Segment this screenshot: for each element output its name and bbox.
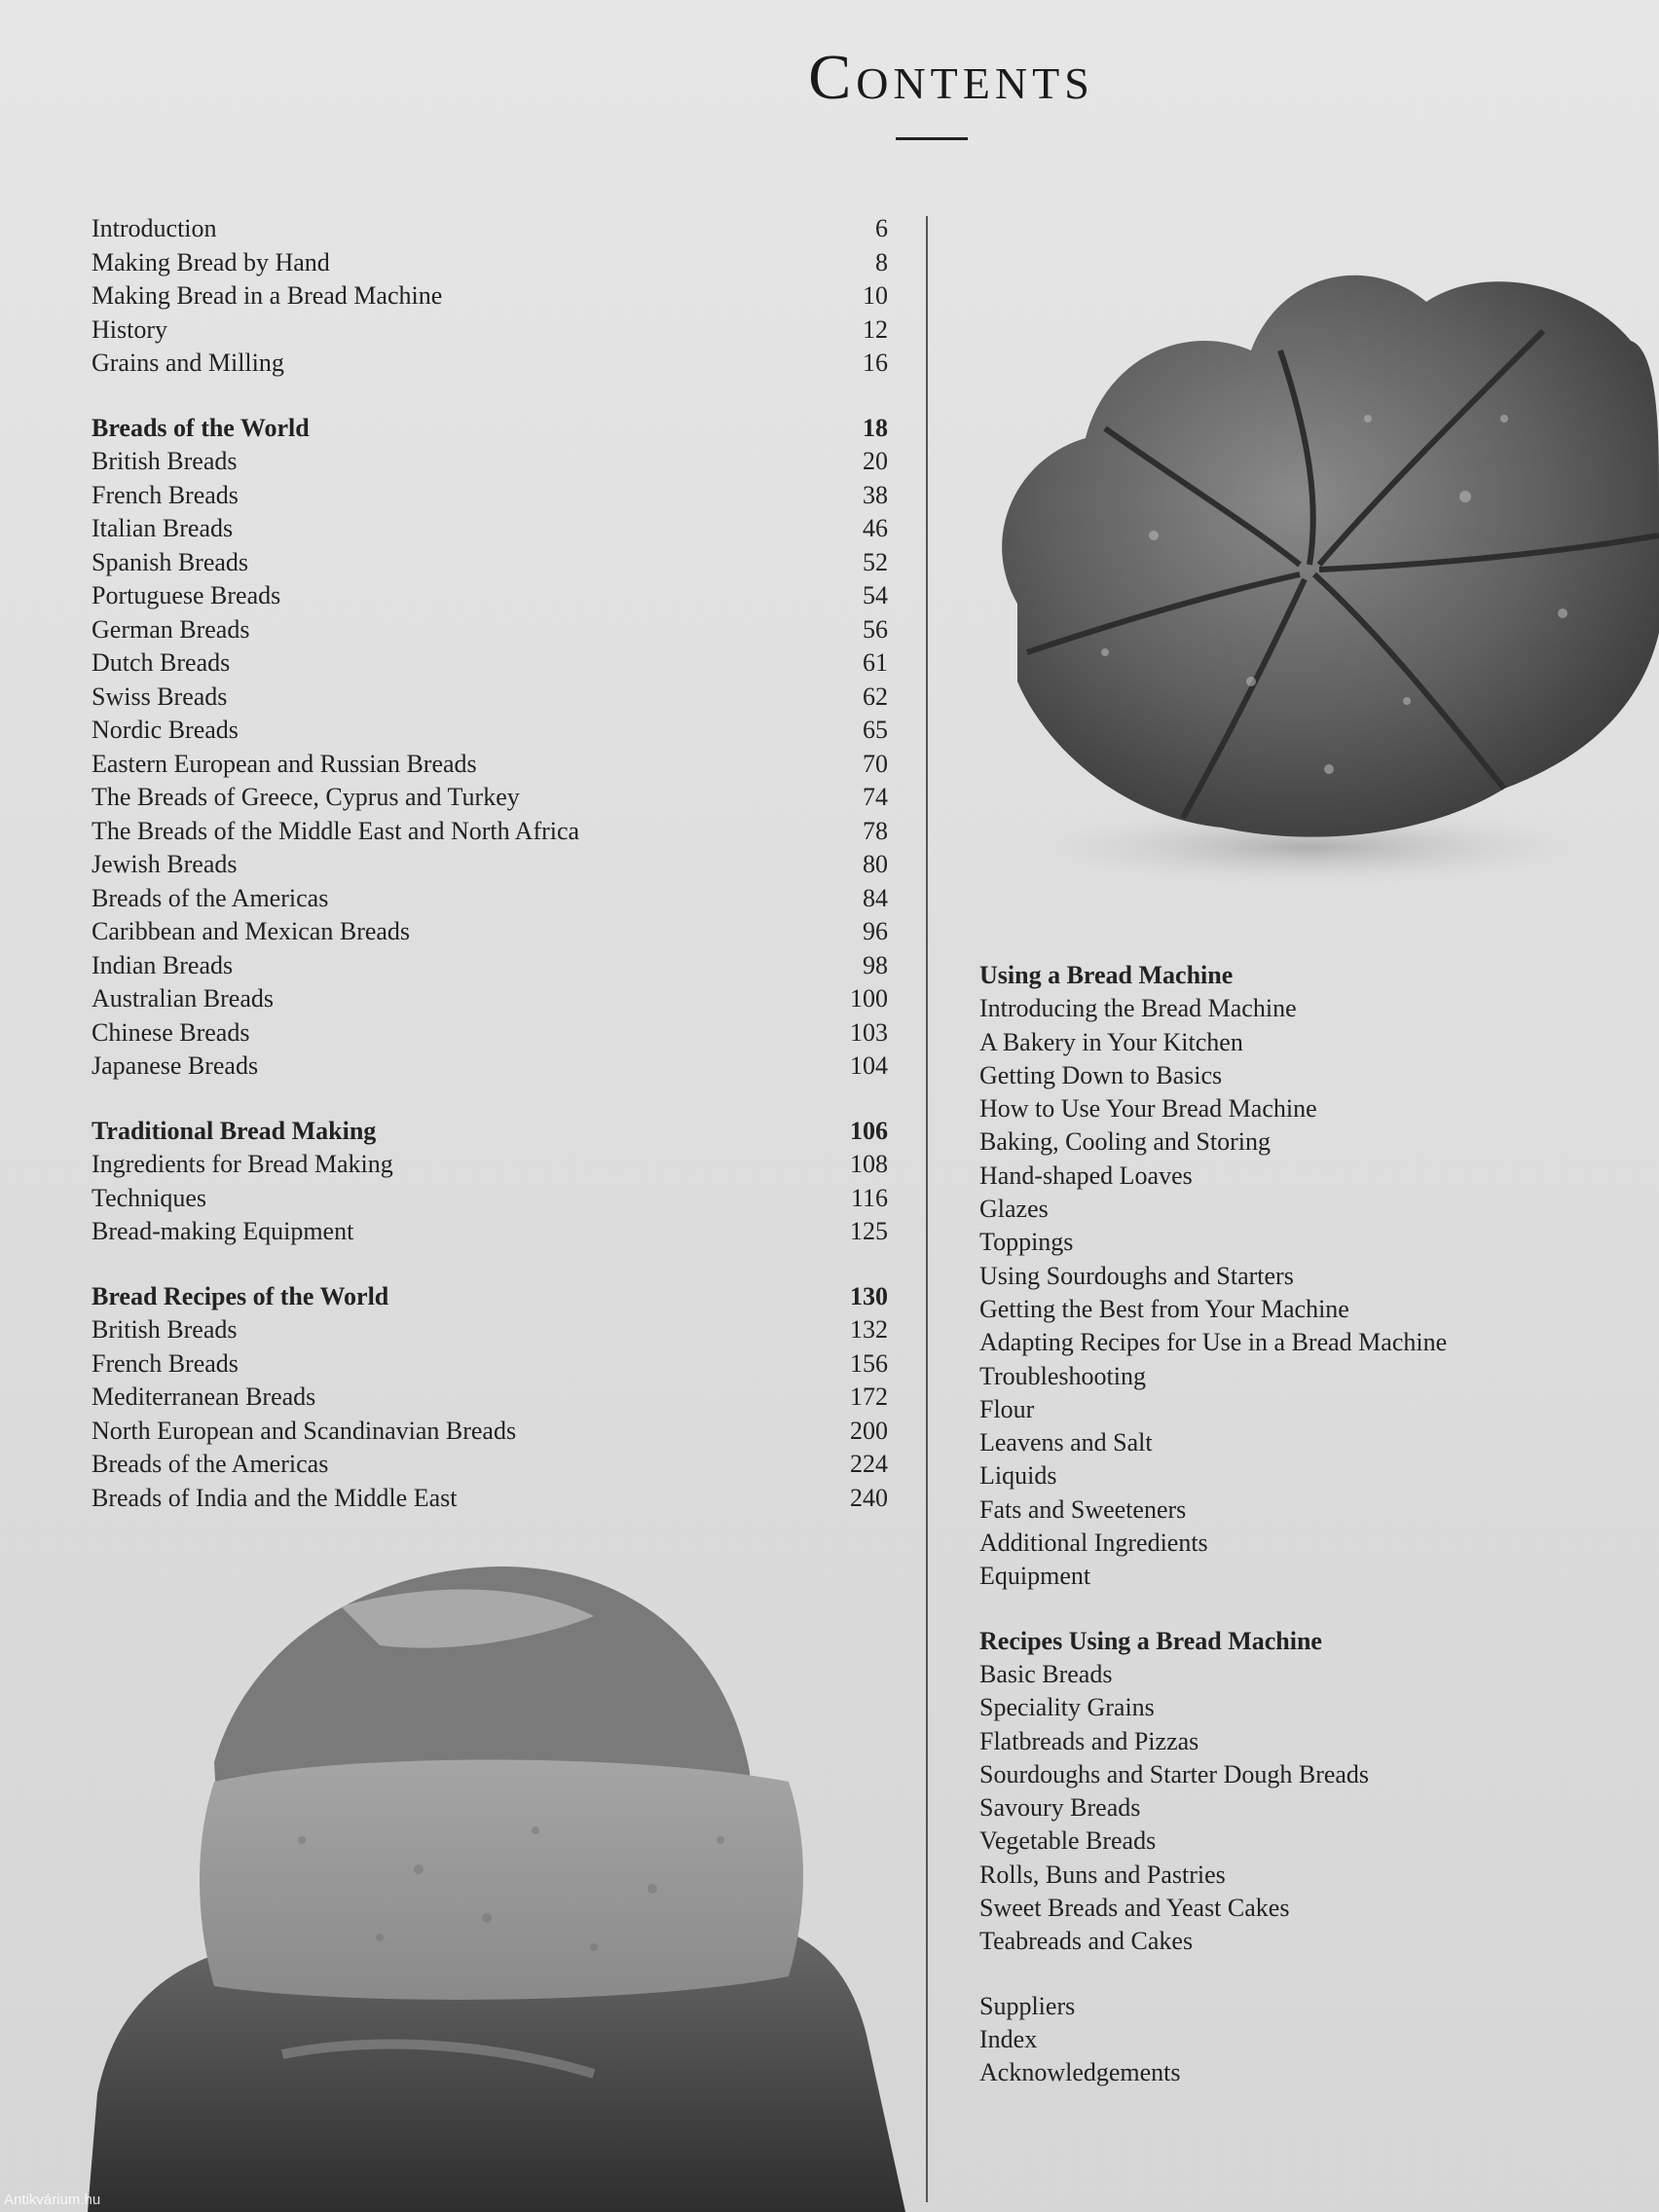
- toc-entry[interactable]: [92, 546, 888, 580]
- toc-entry-page: 61: [863, 648, 888, 677]
- toc-entry[interactable]: [92, 1182, 888, 1216]
- round-loaf-photo: [959, 243, 1659, 896]
- toc-entry[interactable]: [92, 1050, 888, 1084]
- toc-heading-label: Traditional Bread Making: [92, 1116, 377, 1145]
- toc-section-heading[interactable]: [92, 412, 888, 446]
- toc-section-intro: [92, 212, 888, 381]
- toc-entry[interactable]: Vegetable Breads: [979, 1826, 1157, 1856]
- toc-entry[interactable]: Flatbreads and Pizzas: [979, 1726, 1199, 1755]
- toc-entry[interactable]: [92, 681, 888, 715]
- toc-section-recipes-using-a-bread-machine: [979, 1625, 1583, 1959]
- toc-entry[interactable]: [92, 212, 888, 246]
- toc-entry-page: 84: [863, 883, 888, 912]
- toc-entry[interactable]: Sweet Breads and Yeast Cakes: [979, 1894, 1290, 1923]
- toc-entry[interactable]: [92, 848, 888, 882]
- toc-entry[interactable]: [92, 246, 888, 280]
- toc-entry[interactable]: [92, 1313, 888, 1347]
- toc-entry-page: 125: [850, 1217, 888, 1245]
- toc-entry-label: Italian Breads: [92, 514, 234, 542]
- toc-entry[interactable]: [92, 815, 888, 849]
- toc-entry-label: Eastern European and Russian Breads: [92, 749, 477, 778]
- toc-heading-label: Breads of the World: [92, 413, 310, 442]
- toc-section-heading[interactable]: [92, 1280, 888, 1314]
- toc-entry-page: 74: [863, 783, 888, 811]
- toc-section-breads-of-the-world: [92, 412, 888, 1084]
- toc-entry[interactable]: How to Use Your Bread Machine: [979, 1094, 1317, 1124]
- toc-entry-label: Caribbean and Mexican Breads: [92, 917, 411, 945]
- toc-entry-label: Australian Breads: [92, 984, 275, 1013]
- toc-entry[interactable]: Hand-shaped Loaves: [979, 1161, 1193, 1190]
- toc-entry[interactable]: [92, 445, 888, 479]
- toc-section-traditional-bread-making: [92, 1115, 888, 1249]
- toc-heading-page: 106: [850, 1116, 888, 1145]
- toc-entry[interactable]: [92, 1347, 888, 1382]
- toc-entry-page: 200: [850, 1416, 888, 1445]
- toc-entry[interactable]: Savoury Breads: [979, 1793, 1141, 1823]
- toc-entry[interactable]: Leavens and Salt: [979, 1428, 1153, 1457]
- toc-entry-label: German Breads: [92, 614, 250, 644]
- toc-entry-label: Japanese Breads: [92, 1051, 259, 1080]
- toc-entry[interactable]: Toppings: [979, 1228, 1074, 1257]
- toc-entry[interactable]: Teabreads and Cakes: [979, 1927, 1194, 1956]
- page-title: Contents: [808, 42, 1094, 113]
- toc-entry[interactable]: Speciality Grains: [979, 1693, 1155, 1722]
- watermark: Antikvárium.hu: [4, 2192, 101, 2208]
- toc-entry-page: 12: [863, 314, 888, 344]
- toc-entry-page: 65: [863, 716, 888, 744]
- toc-entry[interactable]: [92, 1381, 888, 1415]
- toc-entry-page: 10: [863, 281, 888, 310]
- toc-entry-label: Making Bread by Hand: [92, 247, 330, 276]
- toc-section-heading[interactable]: Recipes Using a Bread Machine: [979, 1626, 1322, 1655]
- toc-entry-page: 16: [863, 349, 888, 377]
- toc-entry[interactable]: [92, 1482, 888, 1516]
- toc-entry-label: Chinese Breads: [92, 1017, 250, 1047]
- toc-entry-page: 70: [863, 749, 888, 778]
- toc-entry[interactable]: Acknowledgements: [979, 2058, 1181, 2087]
- toc-entry-page: 46: [863, 514, 888, 542]
- toc-entry-label: Indian Breads: [92, 950, 234, 979]
- toc-entry[interactable]: [92, 579, 888, 613]
- toc-entry[interactable]: Troubleshooting: [979, 1361, 1146, 1390]
- toc-section-using-a-bread-machine: [979, 959, 1583, 1594]
- toc-heading-page: 18: [863, 413, 888, 442]
- toc-entry-label: Jewish Breads: [92, 850, 238, 878]
- toc-entry[interactable]: [92, 1415, 888, 1449]
- toc-entry-page: 62: [863, 682, 888, 711]
- toc-entry-label: Breads of the Americas: [92, 883, 329, 912]
- toc-entry-page: 100: [850, 984, 888, 1013]
- toc-entry-label: Spanish Breads: [92, 547, 249, 576]
- toc-entry[interactable]: [92, 882, 888, 916]
- toc-entry-page: 54: [863, 581, 888, 609]
- toc-entry-label: Ingredients for Bread Making: [92, 1150, 393, 1178]
- toc-entry[interactable]: Liquids: [979, 1461, 1057, 1491]
- toc-section-bread-recipes-of-the-world: [92, 1280, 888, 1516]
- toc-entry-label: The Breads of the Middle East and North Africa: [92, 816, 580, 845]
- toc-entry-label: French Breads: [92, 1348, 239, 1378]
- toc-entry-page: 156: [850, 1348, 888, 1378]
- toc-entry[interactable]: Getting the Best from Your Machine: [979, 1294, 1349, 1323]
- toc-entry-label: Mediterranean Breads: [92, 1382, 316, 1411]
- toc-entry[interactable]: Using Sourdoughs and Starters: [979, 1261, 1294, 1290]
- toc-entry-page: 52: [863, 547, 888, 576]
- toc-heading-label: Bread Recipes of the World: [92, 1281, 389, 1310]
- toc-entry[interactable]: A Bakery in Your Kitchen: [979, 1027, 1243, 1056]
- toc-entry-label: Breads of India and the Middle East: [92, 1483, 458, 1512]
- toc-entry-label: Making Bread in a Bread Machine: [92, 281, 443, 310]
- toc-entry-page: 80: [863, 850, 888, 878]
- sliced-loaf-photo: [88, 1548, 905, 2212]
- toc-entry[interactable]: [92, 714, 888, 748]
- toc-entry[interactable]: Rolls, Buns and Pastries: [979, 1860, 1226, 1889]
- toc-entry[interactable]: [92, 1016, 888, 1051]
- toc-entry-page: 96: [863, 917, 888, 945]
- toc-right-column: [979, 959, 1583, 2121]
- toc-entry[interactable]: Basic Breads: [979, 1659, 1113, 1688]
- toc-entry[interactable]: [92, 982, 888, 1016]
- toc-entry-page: 78: [863, 816, 888, 845]
- toc-entry[interactable]: [92, 313, 888, 348]
- title-rule: [896, 137, 968, 140]
- toc-entry-label: French Breads: [92, 480, 239, 509]
- toc-entry-page: 20: [863, 447, 888, 475]
- toc-entry[interactable]: Additional Ingredients: [979, 1529, 1208, 1558]
- toc-entry[interactable]: [92, 613, 888, 647]
- toc-entry[interactable]: [92, 1148, 888, 1182]
- toc-entry-page: 56: [863, 614, 888, 644]
- toc-entry-label: History: [92, 314, 167, 344]
- toc-entry-label: Techniques: [92, 1183, 207, 1212]
- toc-entry-page: 240: [850, 1483, 888, 1512]
- toc-entry[interactable]: [92, 279, 888, 313]
- toc-entry[interactable]: Sourdoughs and Starter Dough Breads: [979, 1759, 1370, 1788]
- toc-entry[interactable]: Glazes: [979, 1195, 1049, 1224]
- toc-left-column: [92, 212, 888, 1546]
- toc-entry-label: The Breads of Greece, Cyprus and Turkey: [92, 783, 520, 811]
- toc-entry[interactable]: Getting Down to Basics: [979, 1060, 1223, 1089]
- toc-entry-label: North European and Scandinavian Breads: [92, 1416, 517, 1445]
- toc-entry-label: Introduction: [92, 214, 217, 242]
- toc-entry[interactable]: [92, 748, 888, 782]
- toc-entry[interactable]: Suppliers: [979, 1991, 1076, 2020]
- toc-entry-label: Grains and Milling: [92, 349, 284, 377]
- column-divider: [926, 216, 928, 2202]
- toc-entry[interactable]: Flour: [979, 1394, 1035, 1423]
- toc-section-heading[interactable]: [92, 1115, 888, 1149]
- toc-entry[interactable]: [92, 1448, 888, 1482]
- toc-entry-page: 172: [850, 1382, 888, 1411]
- toc-entry-page: 104: [850, 1051, 888, 1080]
- toc-entry[interactable]: [92, 1215, 888, 1249]
- toc-entry-page: 224: [850, 1450, 888, 1478]
- toc-entry[interactable]: Equipment: [979, 1562, 1091, 1591]
- toc-entry-page: 132: [850, 1315, 888, 1344]
- toc-entry-page: 103: [850, 1017, 888, 1047]
- toc-entry-page: 38: [863, 480, 888, 509]
- toc-entry-page: 6: [875, 214, 888, 242]
- toc-section-back-matter: [979, 1990, 1583, 2090]
- toc-entry[interactable]: [92, 347, 888, 381]
- toc-entry[interactable]: Index: [979, 2024, 1038, 2053]
- toc-entry[interactable]: [92, 512, 888, 546]
- toc-entry-page: 98: [863, 950, 888, 979]
- toc-entry[interactable]: [92, 915, 888, 949]
- toc-entry-page: 108: [850, 1150, 888, 1178]
- toc-entry-label: British Breads: [92, 447, 238, 475]
- toc-entry[interactable]: Baking, Cooling and Storing: [979, 1127, 1271, 1157]
- toc-entry[interactable]: [92, 949, 888, 983]
- toc-heading-page: 130: [850, 1281, 888, 1310]
- toc-entry[interactable]: Introducing the Bread Machine: [979, 994, 1297, 1023]
- toc-entry-label: British Breads: [92, 1315, 238, 1344]
- toc-entry-label: Breads of the Americas: [92, 1450, 329, 1478]
- toc-entry-label: Nordic Breads: [92, 716, 239, 744]
- toc-entry[interactable]: [92, 646, 888, 681]
- toc-entry-label: Portuguese Breads: [92, 581, 281, 609]
- toc-entry-page: 8: [875, 247, 888, 276]
- toc-entry-label: Swiss Breads: [92, 682, 228, 711]
- toc-entry-label: Bread-making Equipment: [92, 1217, 354, 1245]
- toc-section-heading[interactable]: Using a Bread Machine: [979, 961, 1234, 989]
- toc-entry[interactable]: [92, 781, 888, 815]
- toc-entry[interactable]: Adapting Recipes for Use in a Bread Machine: [979, 1328, 1448, 1357]
- toc-entry[interactable]: Fats and Sweeteners: [979, 1494, 1187, 1524]
- toc-entry-label: Dutch Breads: [92, 648, 231, 677]
- toc-entry-page: 116: [850, 1183, 888, 1212]
- toc-entry[interactable]: [92, 479, 888, 513]
